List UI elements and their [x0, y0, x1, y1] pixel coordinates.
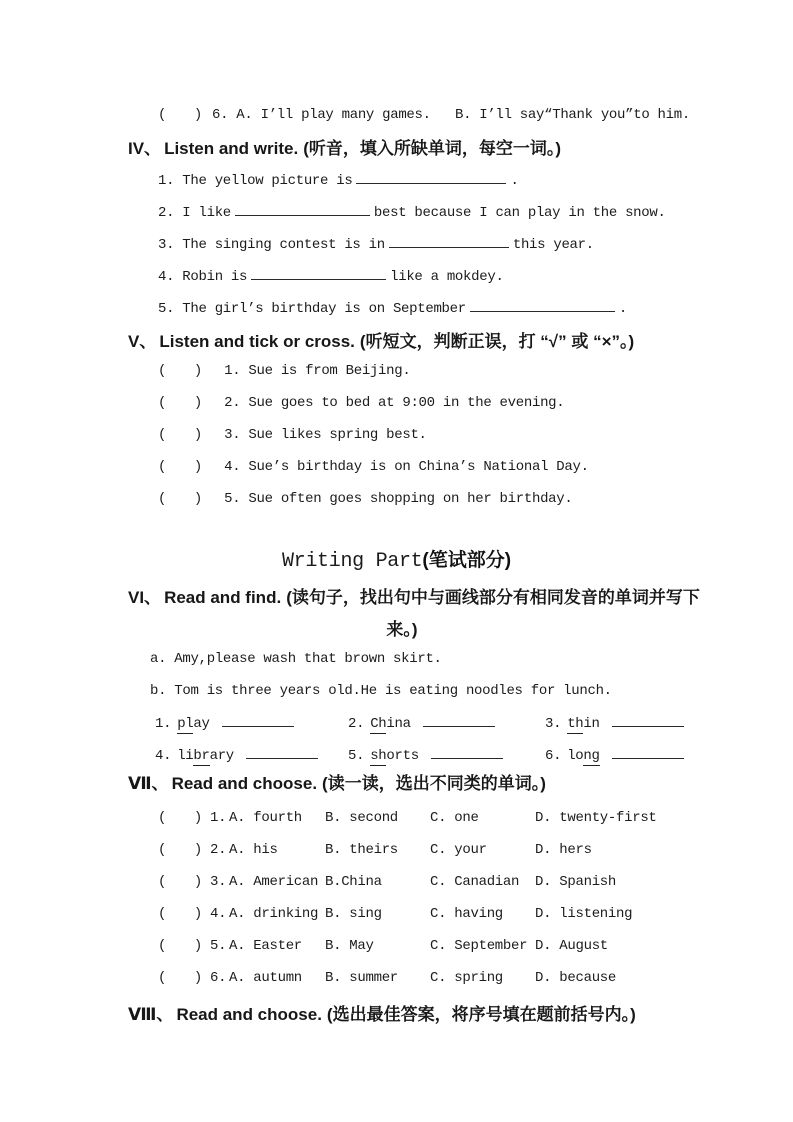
option-d: D. twenty-first [535, 810, 657, 826]
word-number: 1. [155, 716, 172, 732]
word-number: 4. [155, 748, 172, 764]
item-text: 1. Sue is from Beijing. [224, 363, 411, 379]
section-instruction-cn: (读一读，选出不同类的单词。) [322, 774, 546, 793]
item-text-pre: 5. The girl’s birthday is on September [158, 301, 466, 317]
option-b: B. theirs [325, 842, 398, 858]
option-a: A. American [229, 874, 319, 890]
item-text: 2. Sue goes to bed at 9:00 in the evening. [224, 395, 565, 411]
bracket-close: ) [193, 810, 202, 826]
item-text-post: . [510, 173, 519, 189]
choice-number: 4. [210, 906, 227, 922]
choice-number: 1. [210, 810, 227, 826]
option-c: C. having [430, 906, 503, 922]
answer-bracket [158, 425, 202, 445]
section-viii-heading [128, 1003, 636, 1027]
choice-number: 5. [210, 938, 227, 954]
option-a: A. Easter [229, 938, 302, 954]
fill-blank-item [158, 202, 666, 222]
phonics-word-item [155, 745, 322, 766]
section-title-en: Read and find. [164, 588, 282, 607]
bracket-close: ) [193, 459, 202, 475]
underlined-letters: ng [583, 748, 600, 764]
writing-part-en: Writing Part [281, 550, 423, 573]
item-text-post: . [618, 301, 627, 317]
section-instruction-cn: (听短文，判断正误，打 “√” 或 “×”。) [359, 332, 635, 351]
tick-cross-item [158, 489, 572, 509]
blank-line [389, 234, 509, 248]
section-vi-heading-wrap: 来。) [386, 620, 418, 639]
tick-cross-item [158, 425, 427, 445]
option-d: D. because [535, 970, 617, 986]
item-text-post: like a mokdey. [390, 269, 504, 285]
section-numeral: Ⅶ、 [128, 774, 169, 793]
blank-line [423, 713, 495, 727]
word-post: in [583, 716, 600, 732]
item-text-pre: 1. The yellow picture is [158, 173, 353, 189]
answer-bracket [158, 904, 202, 924]
blank-line [470, 298, 615, 312]
answer-bracket [158, 105, 202, 125]
answer-bracket [158, 936, 202, 956]
choice-row [158, 840, 592, 860]
section-title-en: Read and choose. [176, 1005, 322, 1024]
word-number: 6. [545, 748, 562, 764]
fill-blank-item [158, 266, 504, 286]
blank-line [235, 202, 370, 216]
option-c: C. September [430, 938, 528, 954]
item-text-post: best because I can play in the snow. [373, 205, 666, 221]
question-6-option-b: B. I’ll say“Thank you”to him. [455, 107, 690, 123]
word-pre: lo [567, 748, 584, 764]
answer-bracket [158, 489, 202, 509]
bracket-close: ) [193, 970, 202, 986]
section-instruction-cn: (选出最佳答案，将序号填在题前括号内。) [326, 1005, 636, 1024]
underlined-letters: pl [177, 716, 194, 732]
bracket-close: ) [193, 107, 202, 123]
section-iv-heading [128, 137, 561, 161]
option-a: A. his [229, 842, 278, 858]
word-post: orts [386, 748, 419, 764]
section-vii-heading [128, 772, 546, 796]
option-c: C. one [430, 810, 479, 826]
word-post: ina [386, 716, 411, 732]
word-post: ary [209, 748, 234, 764]
underlined-letters: sh [370, 748, 387, 764]
item-text: 5. Sue often goes shopping on her birthday. [224, 491, 573, 507]
choice-row [158, 808, 657, 828]
bracket-open: ( [158, 107, 167, 123]
option-c: C. spring [430, 970, 503, 986]
bracket-open: ( [158, 842, 167, 858]
answer-bracket [158, 808, 202, 828]
word-number: 5. [348, 748, 365, 764]
phonics-word-item [155, 713, 298, 734]
section-instruction-cn: (读句子，找出句中与画线部分有相同发音的单词并写下 [286, 588, 700, 607]
phonics-word-item [545, 713, 688, 734]
bracket-close: ) [193, 427, 202, 443]
bracket-close: ) [193, 363, 202, 379]
option-c: C. Canadian [430, 874, 520, 890]
item-text: 3. Sue likes spring best. [224, 427, 427, 443]
bracket-open: ( [158, 906, 167, 922]
option-d: D. listening [535, 906, 633, 922]
choice-row [158, 968, 616, 988]
answer-bracket [158, 872, 202, 892]
option-b: B. summer [325, 970, 398, 986]
bracket-open: ( [158, 459, 167, 475]
option-b: B. May [325, 938, 374, 954]
section-title-en: Listen and write. [164, 139, 299, 158]
blank-line [431, 745, 503, 759]
question-6-row [158, 105, 690, 125]
writing-part-cn: (笔试部分) [422, 550, 512, 571]
bracket-open: ( [158, 970, 167, 986]
underlined-letters: Ch [370, 716, 387, 732]
blank-line [612, 745, 684, 759]
option-b: B.China [325, 874, 382, 890]
option-b: B. second [325, 810, 398, 826]
choice-number: 3. [210, 874, 227, 890]
section-v-heading [128, 330, 634, 354]
blank-line [222, 713, 294, 727]
choice-row [158, 872, 616, 892]
item-text-pre: 3. The singing contest is in [158, 237, 385, 253]
bracket-open: ( [158, 427, 167, 443]
phonics-word-item [348, 745, 507, 766]
choice-row [158, 936, 608, 956]
underlined-letters: th [567, 716, 584, 732]
word-post: ay [193, 716, 210, 732]
option-a: A. autumn [229, 970, 302, 986]
answer-bracket [158, 393, 202, 413]
option-c: C. your [430, 842, 487, 858]
word-number: 2. [348, 716, 365, 732]
bracket-close: ) [193, 491, 202, 507]
answer-bracket [158, 361, 202, 381]
option-d: D. Spanish [535, 874, 617, 890]
section-numeral: VI、 [128, 588, 162, 607]
word-pre: li [177, 748, 194, 764]
choice-number: 6. [210, 970, 227, 986]
bracket-open: ( [158, 395, 167, 411]
bracket-close: ) [193, 395, 202, 411]
phonics-word-item [348, 713, 499, 734]
section-title-en: Read and choose. [171, 774, 318, 793]
tick-cross-item [158, 457, 589, 477]
choice-number: 2. [210, 842, 227, 858]
question-6-option-a: 6. A. I’ll play many games. [212, 107, 431, 123]
answer-bracket [158, 840, 202, 860]
section-numeral: IV、 [128, 139, 162, 158]
bracket-open: ( [158, 810, 167, 826]
bracket-close: ) [193, 874, 202, 890]
option-d: D. August [535, 938, 608, 954]
item-text-pre: 2. I like [158, 205, 231, 221]
section-instruction-cn: (听音，填入所缺单词，每空一词。) [303, 139, 562, 158]
blank-line [251, 266, 386, 280]
option-a: A. fourth [229, 810, 302, 826]
fill-blank-item [158, 298, 627, 318]
bracket-close: ) [193, 906, 202, 922]
option-b: B. sing [325, 906, 382, 922]
bracket-close: ) [193, 938, 202, 954]
answer-bracket [158, 457, 202, 477]
bracket-close: ) [193, 842, 202, 858]
fill-blank-item [158, 170, 519, 190]
example-sentence-b: b. Tom is three years old.He is eating noodles for lunch. [150, 683, 612, 699]
item-text-pre: 4. Robin is [158, 269, 248, 285]
blank-line [356, 170, 506, 184]
option-a: A. drinking [229, 906, 319, 922]
underlined-letters: br [193, 748, 210, 764]
item-text-post: this year. [512, 237, 594, 253]
bracket-open: ( [158, 363, 167, 379]
bracket-open: ( [158, 874, 167, 890]
bracket-open: ( [158, 491, 167, 507]
tick-cross-item [158, 361, 410, 381]
blank-line [612, 713, 684, 727]
writing-part-title [0, 548, 793, 574]
item-text: 4. Sue’s birthday is on China’s National Day. [224, 459, 589, 475]
section-numeral: V、 [128, 332, 157, 351]
section-numeral: Ⅷ、 [128, 1005, 174, 1024]
section-title-en: Listen and tick or cross. [159, 332, 355, 351]
fill-blank-item [158, 234, 594, 254]
option-d: D. hers [535, 842, 592, 858]
word-number: 3. [545, 716, 562, 732]
choice-row [158, 904, 632, 924]
example-sentence-a: a. Amy,please wash that brown skirt. [150, 651, 442, 667]
bracket-open: ( [158, 938, 167, 954]
section-vi-heading [128, 586, 700, 610]
tick-cross-item [158, 393, 564, 413]
phonics-word-item [545, 745, 688, 766]
blank-line [246, 745, 318, 759]
answer-bracket [158, 968, 202, 988]
